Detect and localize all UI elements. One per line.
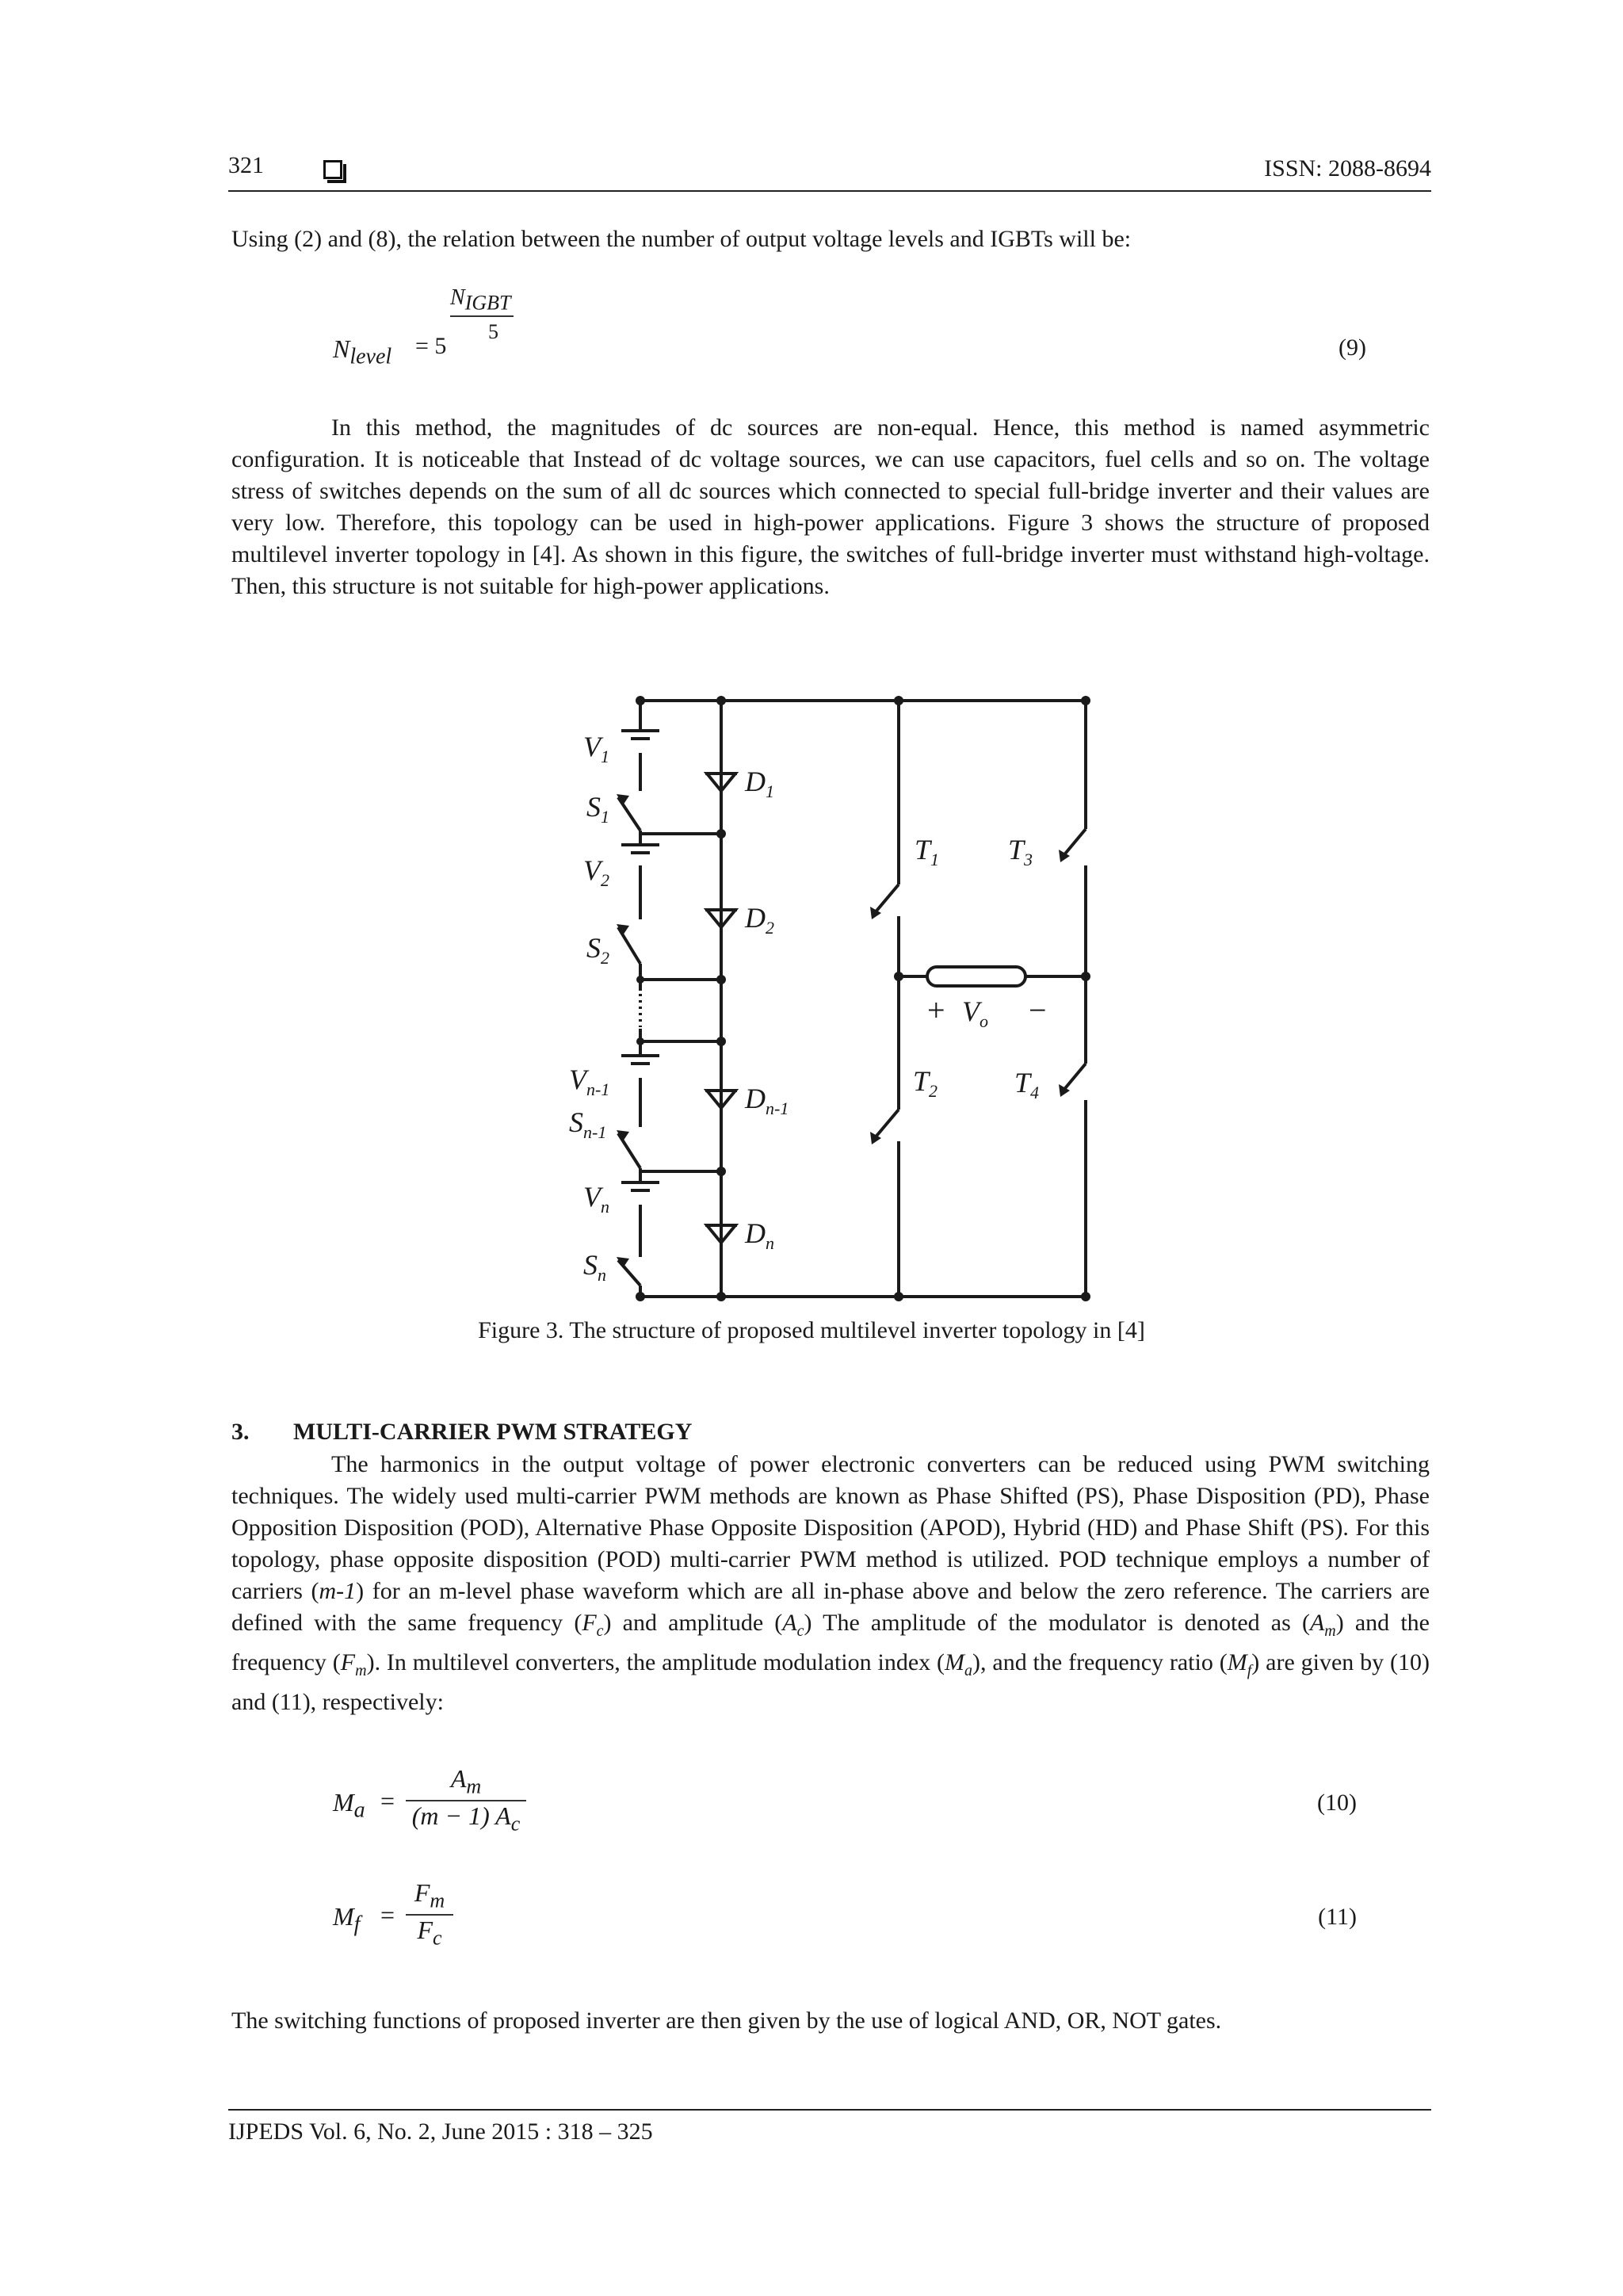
label-dn: $D_n$ xyxy=(745,1217,774,1253)
node-dot xyxy=(1081,696,1090,705)
paragraph-1: In this method, the magnitudes of dc sources are non-equal. Hence, this method is named asymmetric configuration. It is noticeable that Instead of dc voltage sources, we can use capacitors, fuel cells and so on. The voltage stress of switches depends on the sum of all dc sources which connected to special full-bridge inverter and their values are very low. Therefore, this topology can be used in high-power applications. Figure 3 shows the structure of proposed multilevel inverter topology in [4]. As shown in this figure, the switches of full-bridge inverter must withstand high-voltage. Then, this structure is not suitable for high-power applications. xyxy=(231,415,1430,599)
page-header xyxy=(228,151,1431,192)
eq11-fraction xyxy=(406,1878,453,1950)
label-sn: $S_n$ xyxy=(583,1249,606,1285)
p2-am: $A_m$ xyxy=(1309,1610,1336,1640)
label-s2: $S_2$ xyxy=(586,932,609,968)
circuit-diagram xyxy=(555,690,1109,1308)
label-sn1: $S_{n-1}$ xyxy=(569,1106,607,1142)
p2-ac: $A_c$ xyxy=(782,1610,804,1640)
label-dn1: $D_{n-1}$ xyxy=(745,1083,789,1118)
p2-ma: $M_a$ xyxy=(945,1649,973,1679)
checkbox-square-icon xyxy=(323,160,342,179)
p2-fc: $F_c$ xyxy=(582,1610,604,1640)
eq10-fraction xyxy=(406,1764,526,1836)
eq9-lhs-sub: level xyxy=(349,344,392,369)
label-vo: $V_o$ xyxy=(962,995,988,1031)
node-dot xyxy=(894,972,903,981)
eq11-lhs: $M_f$ xyxy=(333,1902,361,1937)
node-dot xyxy=(716,1292,726,1301)
p2-text: ) The amplitude of the modulator is denoted as ( xyxy=(804,1610,1310,1636)
label-vo-minus: − xyxy=(1029,992,1047,1028)
node-dot xyxy=(716,975,726,984)
switch-t2-blade xyxy=(873,1110,899,1140)
node-dot xyxy=(636,1292,645,1301)
eq11-equals: = xyxy=(380,1901,395,1929)
node-dot xyxy=(1081,972,1090,981)
eq11-number: (11) xyxy=(1318,1904,1357,1930)
label-v1: $V_1$ xyxy=(583,731,609,766)
eq10-number: (10) xyxy=(1317,1790,1357,1816)
eq9-exp-num-sub: IGBT xyxy=(464,291,511,315)
p2-text: ) for an m-level phase waveform which are all in-phase above and below the zero reference. The carriers are defined with the same frequency ( xyxy=(231,1578,1430,1636)
page-number: 321 xyxy=(228,152,264,178)
equation-10 xyxy=(333,1764,1431,1851)
node-dot xyxy=(636,1037,644,1045)
label-t2: $T_2$ xyxy=(913,1065,938,1101)
node-dot xyxy=(716,1037,726,1046)
eq9-exponent-denominator: 5 xyxy=(488,320,498,343)
node-dot xyxy=(1081,1292,1090,1301)
footer-citation: IJPEDS Vol. 6, No. 2, June 2015 : 318 – 325 xyxy=(228,2118,653,2145)
eq11-numerator: $F_m$ xyxy=(406,1878,453,1916)
p2-text: The harmonics in the output voltage of power electronic converters can be reduced using PWM switching techniques. The widely used multi-carrier PWM methods are known as Phase Shifted (PS), Phase Disposition (PD), Phase Opposition Disposition (POD), Alternative Phase Opposite Disposition (APOD), Hybrid (HD) and Phase Shift (PS). For this topology, phase opposite disposition (POD) multi-carrier PWM method is utilized. POD technique employs a number of carriers ( xyxy=(231,1451,1430,1604)
intro-sentence: Using (2) and (8), the relation between the number of output voltage levels and IGBTs will be: xyxy=(231,226,1132,252)
paragraph-2 xyxy=(231,1449,1430,1718)
node-dot xyxy=(716,1167,726,1176)
p2-text: ) are given by (10) and (11), respectively: xyxy=(231,1649,1430,1715)
p2-m1: m-1 xyxy=(319,1578,357,1604)
label-s1: $S_1$ xyxy=(586,791,609,827)
eq10-equals: = xyxy=(380,1786,395,1815)
section-title: MULTI-CARRIER PWM STRATEGY xyxy=(293,1419,693,1445)
eq9-exp-num-base: N xyxy=(450,285,465,310)
label-v2: $V_2$ xyxy=(583,854,609,890)
eq11-denominator: $F_c$ xyxy=(417,1916,442,1950)
p2-text: ). In multilevel converters, the amplitude modulation index ( xyxy=(366,1649,945,1675)
label-d2: $D_2$ xyxy=(745,902,774,938)
eq10-lhs: $M_a$ xyxy=(333,1788,365,1823)
switch-s2-blade xyxy=(618,927,640,964)
eq9-lhs-base: N xyxy=(333,334,350,363)
switch-t3-blade xyxy=(1062,829,1086,858)
eq10-numerator: $A_m$ xyxy=(406,1764,526,1801)
eq9-number: (9) xyxy=(1338,334,1366,361)
eq9-lhs xyxy=(333,334,391,369)
equation-9 xyxy=(333,285,1431,380)
eq9-equals-base: = 5 xyxy=(415,333,447,359)
node-dot xyxy=(894,696,903,705)
switch-t1-blade xyxy=(873,884,899,915)
p2-text: ), and the frequency ratio ( xyxy=(972,1649,1228,1675)
label-vo-plus: + xyxy=(927,992,945,1028)
label-t3: $T_3$ xyxy=(1008,834,1033,869)
section-number: 3. xyxy=(231,1419,250,1445)
label-vn1: $V_{n-1}$ xyxy=(569,1064,610,1099)
issn-label: ISSN: 2088-8694 xyxy=(1264,155,1431,181)
p2-text: ) and the frequency ( xyxy=(231,1610,1430,1675)
node-dot xyxy=(716,829,726,839)
p2-mf: $M_f$ xyxy=(1227,1649,1252,1679)
label-vn: $V_n$ xyxy=(583,1181,609,1217)
node-dot xyxy=(894,1292,903,1301)
node-dot xyxy=(636,696,645,705)
closing-sentence: The switching functions of proposed inverter are then given by the use of logical AND, OR, NOT gates. xyxy=(231,2008,1222,2034)
page-footer xyxy=(228,2109,1431,2145)
p2-fm: $F_m$ xyxy=(340,1649,367,1679)
switch-t4-blade xyxy=(1062,1064,1086,1092)
node-dot xyxy=(716,696,726,705)
label-t4: $T_4$ xyxy=(1014,1067,1040,1102)
section-heading xyxy=(231,1419,692,1446)
p2-text: ) and amplitude ( xyxy=(603,1610,783,1636)
label-d1: $D_1$ xyxy=(745,766,774,801)
equation-11 xyxy=(333,1878,1431,1966)
node-dot xyxy=(636,976,644,984)
label-t1: $T_1$ xyxy=(915,834,940,869)
eq9-exponent-numerator xyxy=(450,285,514,317)
figure-caption: Figure 3. The structure of proposed multilevel inverter topology in [4] xyxy=(478,1317,1145,1343)
eq10-denominator: (m − 1) $A_c$ xyxy=(411,1801,521,1836)
load-resistor xyxy=(927,967,1025,986)
